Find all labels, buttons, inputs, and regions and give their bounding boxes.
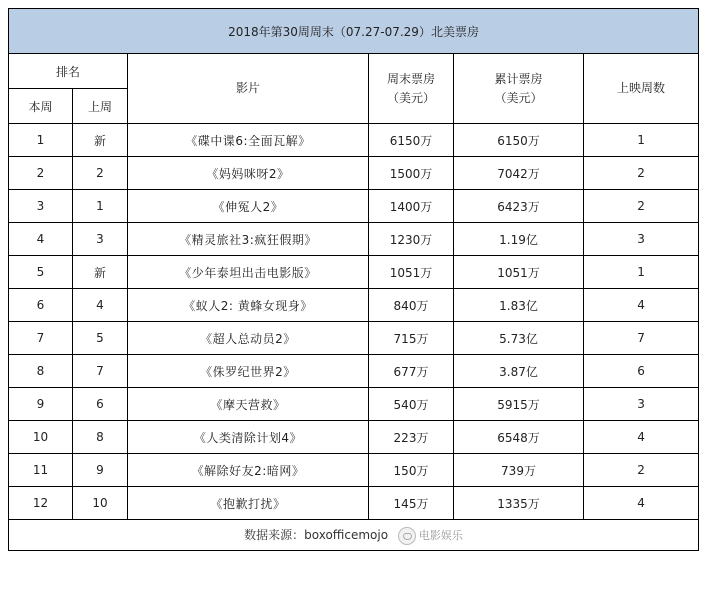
rank-cell: 12 bbox=[9, 487, 73, 520]
weeks-cell: 2 bbox=[584, 454, 699, 487]
total-gross-cell: 7042万 bbox=[454, 157, 584, 190]
weekend-gross-cell: 1500万 bbox=[369, 157, 454, 190]
rank-cell: 11 bbox=[9, 454, 73, 487]
box-office-table bbox=[8, 8, 699, 551]
rank-cell: 5 bbox=[9, 256, 73, 289]
last-week-cell: 7 bbox=[73, 355, 128, 388]
film-cell: 《抱歉打扰》 bbox=[128, 487, 369, 520]
weekend-gross-header: 周末票房 （美元） bbox=[369, 54, 454, 124]
weekend-gross-cell: 150万 bbox=[369, 454, 454, 487]
total-gross-cell: 6423万 bbox=[454, 190, 584, 223]
weekend-gross-cell: 145万 bbox=[369, 487, 454, 520]
weeks-cell: 7 bbox=[584, 322, 699, 355]
rank-cell: 4 bbox=[9, 223, 73, 256]
source-note: 数据来源：boxofficemojo bbox=[244, 527, 389, 542]
total-gross-cell: 6548万 bbox=[454, 421, 584, 454]
table-row bbox=[9, 355, 699, 388]
weeks-cell: 4 bbox=[584, 289, 699, 322]
film-cell: 《超人总动员2》 bbox=[128, 322, 369, 355]
last-week-cell: 新 bbox=[73, 256, 128, 289]
watermark bbox=[398, 527, 463, 545]
last-week-cell: 10 bbox=[73, 487, 128, 520]
weeks-cell: 4 bbox=[584, 421, 699, 454]
total-gross-cell: 1335万 bbox=[454, 487, 584, 520]
film-cell: 《解除好友2:暗网》 bbox=[128, 454, 369, 487]
weeks-cell: 2 bbox=[584, 190, 699, 223]
last-week-cell: 4 bbox=[73, 289, 128, 322]
weekend-gross-cell: 540万 bbox=[369, 388, 454, 421]
table-row bbox=[9, 454, 699, 487]
film-header: 影片 bbox=[128, 54, 369, 124]
weekend-gross-cell: 840万 bbox=[369, 289, 454, 322]
table-title: 2018年第30周周末（07.27-07.29）北美票房 bbox=[9, 9, 699, 54]
weeks-cell: 3 bbox=[584, 388, 699, 421]
weeks-cell: 1 bbox=[584, 256, 699, 289]
table-body bbox=[9, 124, 699, 520]
rank-cell: 3 bbox=[9, 190, 73, 223]
weeks-cell: 2 bbox=[584, 157, 699, 190]
weekend-gross-cell: 223万 bbox=[369, 421, 454, 454]
weekend-gross-cell: 1051万 bbox=[369, 256, 454, 289]
rank-cell: 7 bbox=[9, 322, 73, 355]
weeks-header: 上映周数 bbox=[584, 54, 699, 124]
total-gross-cell: 1.19亿 bbox=[454, 223, 584, 256]
last-week-cell: 1 bbox=[73, 190, 128, 223]
weeks-cell: 6 bbox=[584, 355, 699, 388]
rank-cell: 9 bbox=[9, 388, 73, 421]
weekend-gross-cell: 677万 bbox=[369, 355, 454, 388]
total-gross-cell: 3.87亿 bbox=[454, 355, 584, 388]
table-row bbox=[9, 223, 699, 256]
rank-cell: 10 bbox=[9, 421, 73, 454]
table-row bbox=[9, 487, 699, 520]
rank-cell: 1 bbox=[9, 124, 73, 157]
last-week-cell: 新 bbox=[73, 124, 128, 157]
last-week-cell: 3 bbox=[73, 223, 128, 256]
last-week-cell: 9 bbox=[73, 454, 128, 487]
total-gross-cell: 5.73亿 bbox=[454, 322, 584, 355]
total-gross-cell: 1.83亿 bbox=[454, 289, 584, 322]
weeks-cell: 1 bbox=[584, 124, 699, 157]
film-cell: 《妈妈咪呀2》 bbox=[128, 157, 369, 190]
film-cell: 《精灵旅社3:疯狂假期》 bbox=[128, 223, 369, 256]
film-cell: 《人类清除计划4》 bbox=[128, 421, 369, 454]
table-row bbox=[9, 421, 699, 454]
table-row bbox=[9, 157, 699, 190]
last-week-header: 上周 bbox=[73, 89, 128, 124]
film-cell: 《摩天营救》 bbox=[128, 388, 369, 421]
watermark-text: 电影娱乐 bbox=[418, 528, 463, 542]
table-row bbox=[9, 256, 699, 289]
table-row bbox=[9, 388, 699, 421]
total-gross-cell: 739万 bbox=[454, 454, 584, 487]
weekend-gross-cell: 1230万 bbox=[369, 223, 454, 256]
total-gross-cell: 6150万 bbox=[454, 124, 584, 157]
weekend-gross-cell: 6150万 bbox=[369, 124, 454, 157]
rank-cell: 6 bbox=[9, 289, 73, 322]
table-row bbox=[9, 289, 699, 322]
film-cell: 《侏罗纪世界2》 bbox=[128, 355, 369, 388]
table-row bbox=[9, 190, 699, 223]
rank-cell: 2 bbox=[9, 157, 73, 190]
total-gross-cell: 5915万 bbox=[454, 388, 584, 421]
table-row bbox=[9, 124, 699, 157]
wechat-icon bbox=[398, 527, 416, 545]
last-week-cell: 6 bbox=[73, 388, 128, 421]
film-cell: 《少年泰坦出击电影版》 bbox=[128, 256, 369, 289]
weekend-gross-cell: 715万 bbox=[369, 322, 454, 355]
table-footer bbox=[9, 520, 699, 551]
rank-header: 排名 bbox=[9, 54, 128, 89]
total-gross-header: 累计票房 （美元） bbox=[454, 54, 584, 124]
film-cell: 《伸冤人2》 bbox=[128, 190, 369, 223]
weeks-cell: 3 bbox=[584, 223, 699, 256]
rank-cell: 8 bbox=[9, 355, 73, 388]
film-cell: 《碟中谍6:全面瓦解》 bbox=[128, 124, 369, 157]
last-week-cell: 2 bbox=[73, 157, 128, 190]
weekend-gross-cell: 1400万 bbox=[369, 190, 454, 223]
film-cell: 《蚁人2: 黄蜂女现身》 bbox=[128, 289, 369, 322]
last-week-cell: 8 bbox=[73, 421, 128, 454]
weeks-cell: 4 bbox=[584, 487, 699, 520]
total-gross-cell: 1051万 bbox=[454, 256, 584, 289]
this-week-header: 本周 bbox=[9, 89, 73, 124]
last-week-cell: 5 bbox=[73, 322, 128, 355]
table-row bbox=[9, 322, 699, 355]
